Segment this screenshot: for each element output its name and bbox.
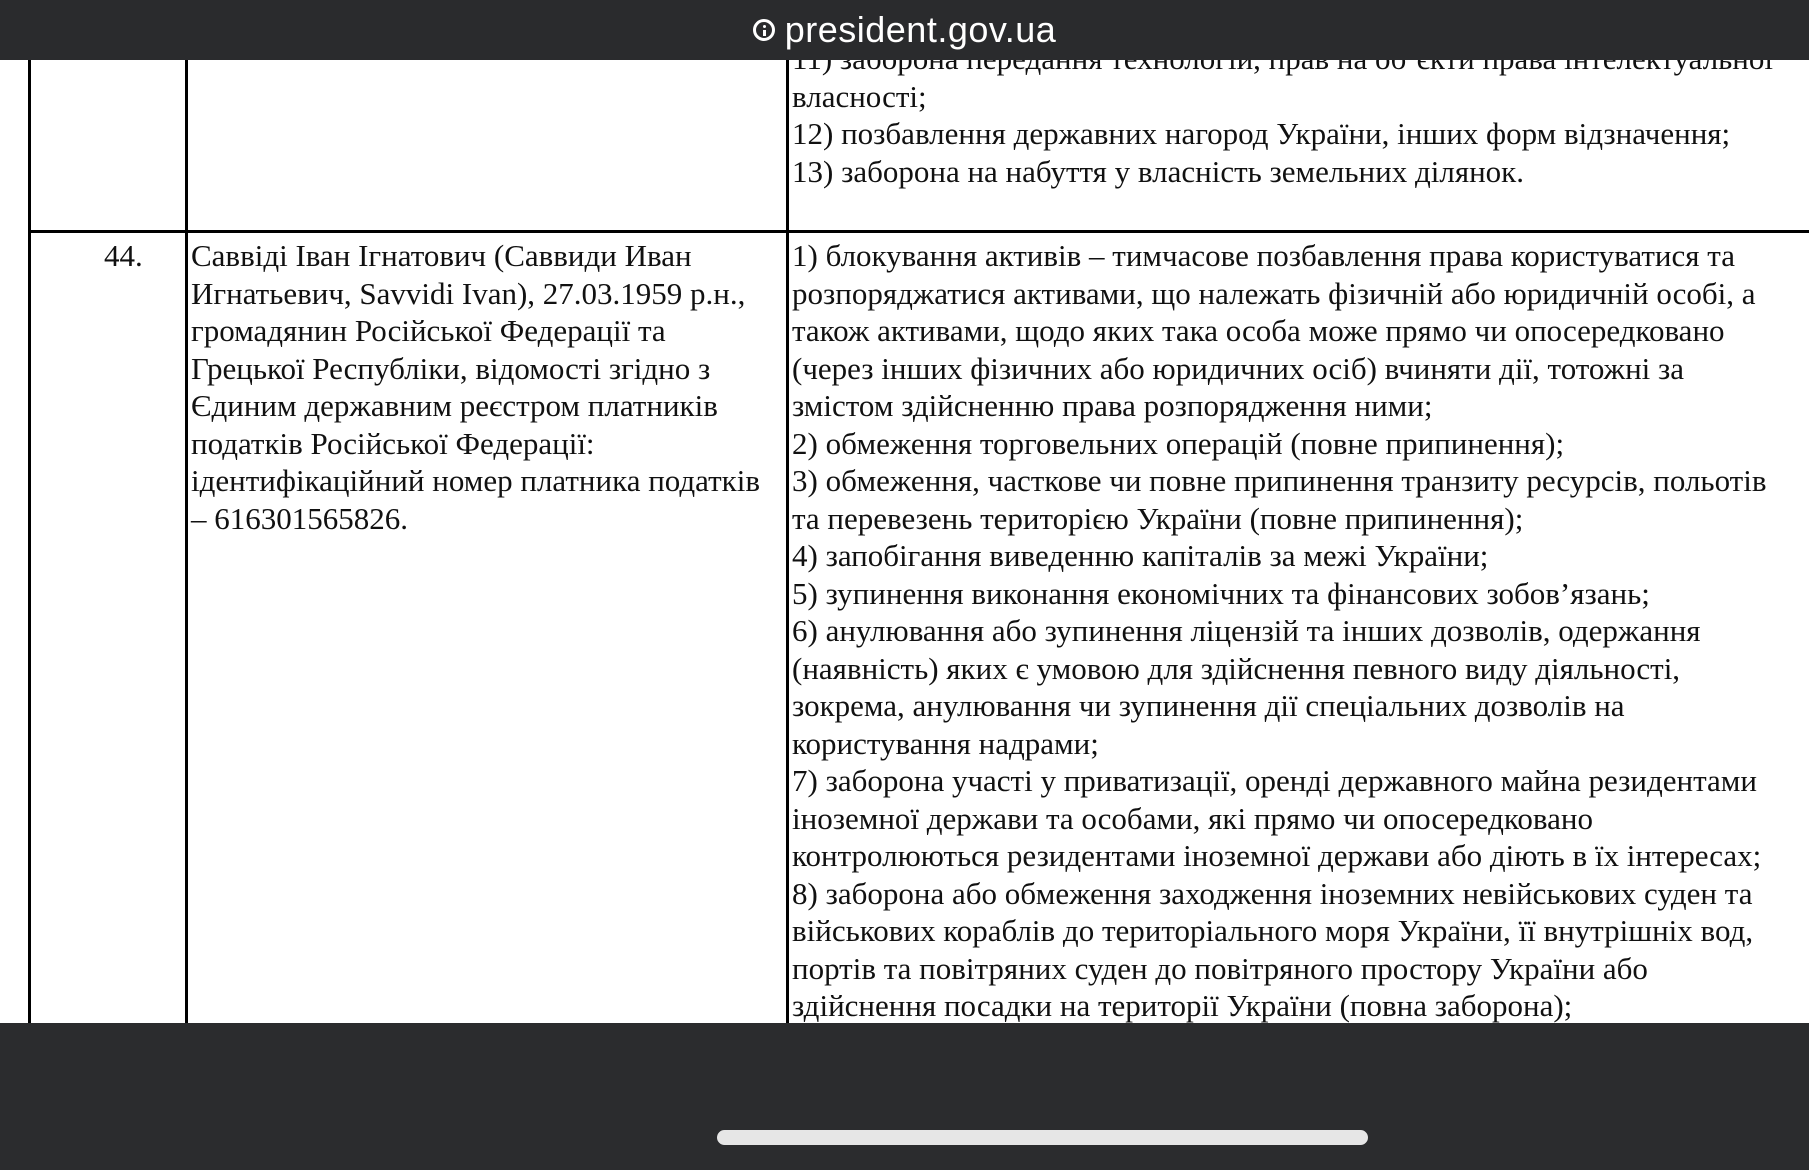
person-detail-line: громадянин Російської Федерації та	[191, 313, 666, 348]
restriction-line: 3) обмеження, часткове чи повне припинення транзиту ресурсів, польотів	[792, 463, 1767, 498]
home-indicator[interactable]	[717, 1130, 1368, 1145]
restriction-line: військових кораблів до територіального моря України, її внутрішніх вод,	[792, 913, 1754, 948]
person-details	[191, 237, 791, 537]
restriction-line: 4) запобігання виведенню капіталів за межі України;	[792, 538, 1489, 573]
restriction-line: розпоряджатися активами, що належать фізичній або юридичній особі, а	[792, 275, 1756, 311]
person-detail-line: Грецької Республіки, відомості згідно з	[191, 350, 711, 386]
person-detail-line: Игнатьевич, Savvidi Ivan), 27.03.1959 р.н.,	[191, 275, 746, 311]
row-number: 44.	[104, 238, 143, 273]
restriction-line: 12) позбавлення державних нагород України, інших форм відзначення;	[792, 116, 1731, 151]
restriction-line: 2) обмеження торговельних операцій (повне припинення);	[792, 425, 1565, 461]
restriction-line: 13) заборона на набуття у власність земельних ділянок.	[792, 153, 1524, 189]
restriction-line: (наявність) яких є умовою для здійснення певного виду діяльності,	[792, 650, 1681, 686]
restriction-line: 6) анулювання або зупинення ліцензій та інших дозволів, одержання	[792, 613, 1701, 648]
restriction-line: користування надрами;	[792, 725, 1099, 761]
restriction-line: змістом здійсненню права розпорядження ними;	[792, 388, 1433, 423]
person-detail-line: ідентифікаційний номер платника податків	[191, 463, 760, 498]
prev-row-restrictions	[792, 40, 1809, 190]
restriction-line: іноземної держави та особами, які прямо чи опосередковано	[792, 800, 1593, 836]
restriction-line: здійснення посадки на території України (повна заборона);	[792, 988, 1573, 1023]
restriction-line: 8) заборона або обмеження заходження іноземних невійськових суден та	[792, 875, 1753, 911]
restrictions-list	[792, 237, 1809, 1023]
table-border-left	[28, 0, 31, 1023]
person-detail-line: Єдиним державним реєстром платників	[191, 388, 718, 423]
restriction-line: контролюються резидентами іноземної держави або діють в їх інтересах;	[792, 838, 1762, 873]
person-detail-line: Саввіді Іван Ігнатович (Саввиди Иван	[191, 238, 692, 273]
restriction-line: 5) зупинення виконання економічних та фінансових зобов’язань;	[792, 575, 1650, 611]
table-row-separator	[28, 230, 1809, 233]
browser-bottom-toolbar	[0, 1023, 1809, 1170]
person-detail-line: податків Російської Федерації:	[191, 425, 595, 461]
restriction-line: також активами, щодо яких така особа може прямо чи опосередковано	[792, 313, 1725, 348]
info-icon[interactable]	[753, 19, 775, 41]
browser-url-bar[interactable]	[0, 0, 1809, 60]
url-text[interactable]: president.gov.ua	[784, 9, 1057, 50]
table-border-col1	[185, 0, 188, 1023]
restriction-line: зокрема, анулювання чи зупинення дії спеціальних дозволів на	[792, 688, 1625, 723]
person-detail-line: – 616301565826.	[191, 500, 408, 536]
restriction-line: 7) заборона участі у приватизації, оренді державного майна резидентами	[792, 763, 1757, 798]
restriction-line: та перевезень територією України (повне припинення);	[792, 500, 1524, 536]
restriction-line: 1) блокування активів – тимчасове позбавлення права користуватися та	[792, 238, 1735, 273]
restriction-line: власності;	[792, 78, 927, 114]
restriction-line: портів та повітряних суден до повітряного простору України або	[792, 950, 1648, 986]
restriction-line: (через інших фізичних або юридичних осіб) вчиняти дії, тотожні за	[792, 350, 1685, 386]
